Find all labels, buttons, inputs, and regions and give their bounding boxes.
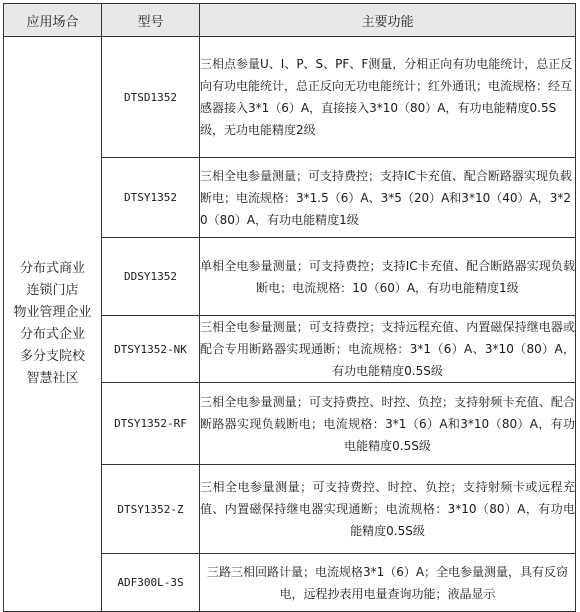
application-line: 物业管理企业 — [13, 305, 92, 320]
function-cell: 三相全电参量测量；可支持费控、时控、负控；支持射频卡或远程充值、内置磁保持继电器实现通断；电流规格：3*10（80）A，有功电能精度0.5S级 — [200, 465, 576, 554]
spec-table — [3, 3, 576, 612]
model-cell: DTSD1352 — [102, 37, 200, 158]
header-application: 应用场合 — [4, 4, 102, 37]
function-cell: 三相全电参量测量；可支持费控、时控、负控；支持射频卡充值、配合断路器实现负载断电；电流规格：3*1（6）A和3*10（80）A，有功电能精度0.5S级 — [200, 383, 576, 465]
header-function: 主要功能 — [200, 4, 576, 37]
model-cell: DTSY1352-NK — [102, 316, 200, 383]
function-cell: 三相全电参量测量；可支持费控；支持IC卡充值、配合断路器实现负载断电；电流规格：3*1.5（6）A、3*5（20）A和3*10（40）A，3*20（80）A，有功电能精度1级 — [200, 158, 576, 238]
function-cell: 三相点参量U、I、P、S、PF、F测量，分相正向有功电能统计，总正反向有功电能统计，总正反向无功电能统计；红外通讯；电流规格：经互感器接入3*1（6）A，直接接入3*10（80）A，有功电能精度0.5S级，无功电能精度2级 — [200, 37, 576, 158]
application-line: 分布式企业 — [19, 327, 85, 342]
header-model: 型号 — [102, 4, 200, 37]
model-cell: DTSY1352-Z — [102, 465, 200, 554]
application-cell — [4, 37, 102, 612]
model-cell: DTSY1352 — [102, 158, 200, 238]
model-cell: DTSY1352-RF — [102, 383, 200, 465]
header-row — [4, 4, 576, 37]
application-line: 分布式商业 — [19, 261, 85, 276]
function-cell: 单相全电参量测量；可支持费控；支持IC卡充值、配合断路器实现负载断电；电流规格：10（60）A，有功电能精度1级 — [200, 238, 576, 316]
application-line: 智慧社区 — [26, 371, 79, 386]
function-cell: 三路三相回路计量；电流规格3*1（6）A；全电参量测量，具有反窃电，远程抄表用电量查询功能；液晶显示 — [200, 554, 576, 612]
table-row — [4, 37, 576, 158]
function-cell: 三相全电参量测量；可支持费控；支持远程充值、内置磁保持继电器或配合专用断路器实现通断；电流规格：3*1（6）A、3*10（80）A，有功电能精度0.5S级 — [200, 316, 576, 383]
application-line: 多分支院校 — [19, 349, 85, 364]
model-cell: ADF300L-3S — [102, 554, 200, 612]
model-cell: DDSY1352 — [102, 238, 200, 316]
application-line: 连锁门店 — [26, 283, 79, 298]
